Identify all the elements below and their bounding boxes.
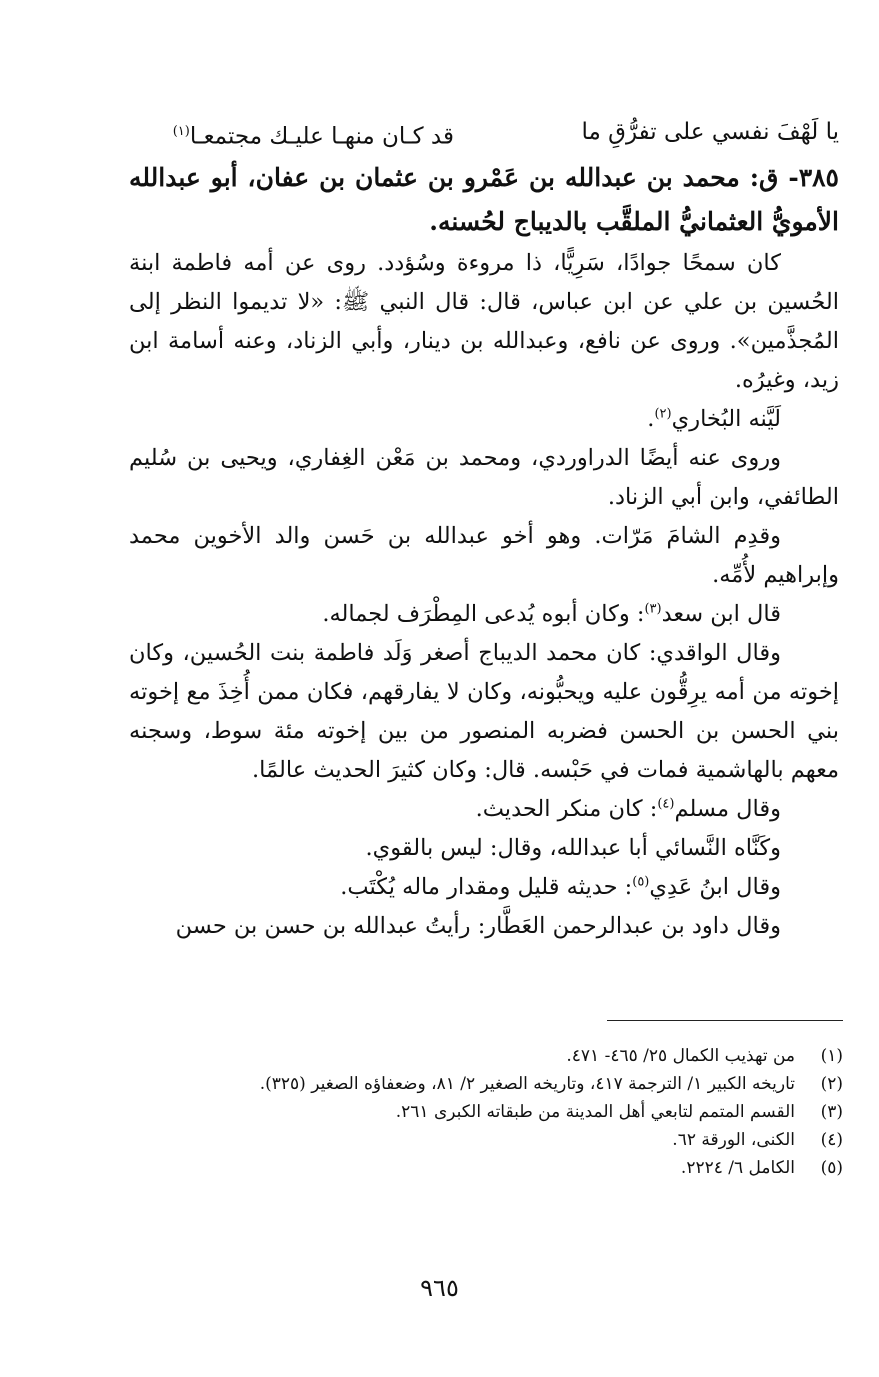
paragraph: وروى عنه أيضًا الدراوردي، ومحمد بن مَعْن الغِفاري، ويحيى بن سُليم الطائفي، وابن أبي الزناد. — [129, 445, 839, 510]
page-number: ٩٦٥ — [420, 1274, 459, 1302]
footnote-item — [27, 1154, 843, 1182]
paragraph: قال ابن سعد$^{(٣)}$: وكان أبوه يُدعى المِطْرَف لجماله. — [322, 601, 781, 627]
footnote-text: القسم المتمم لتابعي أهل المدينة من طبقاته الكبرى ٢٦١. — [395, 1102, 795, 1122]
footnote-ref[interactable]: (٢) — [654, 406, 672, 422]
verse-second-hemistich: قد كـان منهـا عليـك مجتمعـا$^{(١)}$ — [172, 123, 454, 150]
footnote-text: من تهذيب الكمال ٢٥/ ٤٦٥- ٤٧١. — [566, 1046, 795, 1066]
paragraph: وكَنَّاه النَّسائي أبا عبدالله، وقال: ليس بالقوي. — [365, 835, 781, 861]
footnote-item — [27, 1070, 843, 1098]
paragraph: وقال ابنُ عَدِي$^{(٥)}$: حديثه قليل ومقدار ماله يُكْتَب. — [340, 874, 781, 900]
footnote-text: تاريخه الكبير ١/ الترجمة ٤١٧، وتاريخه الصغير ٢/ ٨١، وضعفاؤه الصغير (٣٢٥). — [259, 1074, 795, 1094]
poetry-verse — [109, 112, 839, 152]
entry-body — [129, 244, 839, 946]
entry-heading: ٣٨٥- ق: محمد بن عبدالله بن عَمْرو بن عثمان بن عفان، أبو عبدالله الأمويُّ العثمانيُّ الملقَّب بالديباج لحُسنه. — [129, 163, 839, 236]
paragraph: وقال الواقدي: كان محمد الديباج أصغر وَلَد فاطمة بنت الحُسين، وكان إخوته من أمه يرِقُّون عليه ويحبُّونه، وكان لا يفارقهم، فكان ممن أُخِذَ مع إخوته بني الحسن بن الحسن فضربه المنصور من بين إخوته مئة سوط، وسجنه معهم بالهاشمية فمات في حَبْسه. قال: وكان كثيرَ الحديث عالمًا. — [129, 640, 839, 783]
footnote-number: (٣) — [820, 1102, 843, 1122]
footnotes-list — [27, 1042, 843, 1182]
footnote-number: (١) — [820, 1046, 843, 1066]
footnote-ref[interactable]: (١) — [172, 124, 190, 139]
paragraph: وقال مسلم$^{(٤)}$: كان منكر الحديث. — [475, 796, 781, 822]
footnote-item — [27, 1042, 843, 1070]
paragraph: وقال داود بن عبدالرحمن العَطَّار: رأيتُ عبدالله بن حسن بن حسن — [175, 913, 781, 939]
footnote-ref[interactable]: (٣) — [644, 601, 662, 617]
footnote-number: (٤) — [820, 1130, 843, 1150]
footnote-divider — [607, 1020, 843, 1021]
footnote-ref[interactable]: (٥) — [632, 874, 650, 890]
footnote-text: الكنى، الورقة ٦٢. — [672, 1130, 795, 1150]
footnote-item — [27, 1126, 843, 1154]
paragraph: لَيَّنه البُخاري$^{(٢)}$. — [647, 406, 781, 432]
footnote-ref[interactable]: (٤) — [657, 796, 675, 812]
footnote-number: (٥) — [820, 1158, 843, 1178]
footnote-number: (٢) — [820, 1074, 843, 1094]
paragraph: كان سمحًا جوادًا، سَرِيًّا، ذا مروءة وسُؤدد. روى عن أمه فاطمة ابنة الحُسين بن علي عن ابن عباس، قال: قال النبي ﷺ: «لا تديموا النظر إلى المُجذَّمين». وروى عن نافع، وعبدالله بن دينار، وأبي الزناد، وعنه أسامة ابن زيد، وغيرُه. — [129, 250, 839, 393]
verse-first-hemistich: يا لَهْفَ نفسي على تفرُّقِ ما — [581, 119, 839, 145]
paragraph: وقدِم الشامَ مَرّات. وهو أخو عبدالله بن حَسن والد الأخوين محمد وإبراهيم لأُمِّه. — [129, 523, 839, 588]
footnote-item — [27, 1098, 843, 1126]
footnote-text: الكامل ٦/ ٢٢٢٤. — [680, 1158, 795, 1178]
